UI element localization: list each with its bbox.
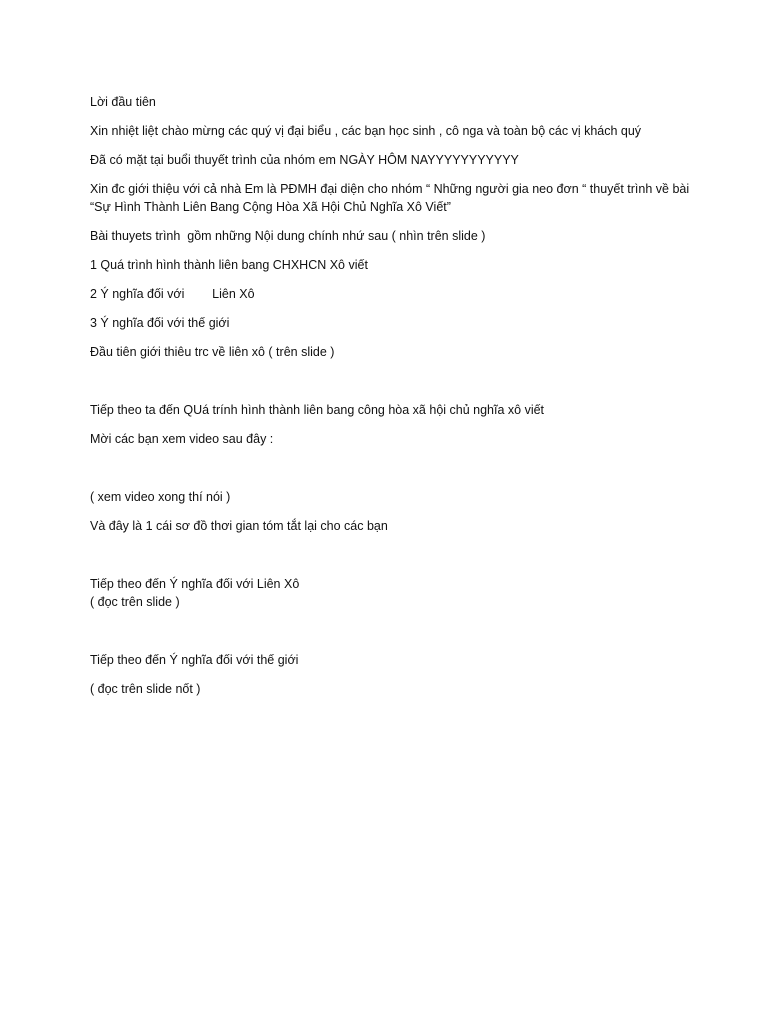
empty-line [90,372,690,390]
paragraph-welcome: Xin nhiệt liệt chào mừng các quý vị đại biểu , các bạn học sinh , cô nga và toàn bộ các vị khách quý [90,124,642,138]
paragraph-presence: Đã có mặt tại buổi thuyết trình của nhóm em NGÀY HÔM NAYYYYYYYYYYY [90,153,519,167]
empty-line [90,622,690,640]
paragraph-formation-topic: Tiếp theo ta đến QUá trính hình thành liên bang công hòa xã hội chủ nghĩa xô viết [90,403,545,417]
paragraph-outline-item-1: 1 Quá trình hình thành liên bang CHXHCN Xô viết [90,258,368,272]
empty-line [90,546,690,564]
paragraph-timeline: Và đây là 1 cái sơ đồ thơi gian tóm tắt lại cho các bạn [90,519,388,533]
paragraph-opening: Lời đầu tiên [90,95,156,109]
document-body [90,93,693,709]
paragraph-read-slide: ( đọc trên slide ) [90,595,180,609]
paragraph-world-significance: Tiếp theo đến Ý nghĩa đối với thế giới [90,653,299,667]
paragraph-outline-intro: Bài thuyets trình gồm những Nội dung chính nhứ sau ( nhìn trên slide ) [90,229,486,243]
paragraph-outline-item-2: 2 Ý nghĩa đối với Liên Xô [90,287,255,301]
empty-line [90,459,690,477]
paragraph-outline-item-3: 3 Ý nghĩa đối với thế giới [90,316,230,330]
paragraph-video-invite: Mời các bạn xem video sau đây : [90,432,274,446]
paragraph-introduction: Xin đc giới thiệu với cả nhà Em là PĐMH đại diện cho nhóm “ Những người gia neo đơn “ thuyết trình về bài “Sự Hình Thành Liên Bang Cộng Hòa Xã Hội Chủ Nghĩa Xô Viết” [90,182,693,214]
paragraph-read-slide-rest: ( đọc trên slide nốt ) [90,682,201,696]
paragraph-first-topic: Đầu tiên giới thiêu trc về liên xô ( trên slide ) [90,345,335,359]
paragraph-ussr-significance: Tiếp theo đến Ý nghĩa đối với Liên Xô [90,577,300,591]
paragraph-after-video: ( xem video xong thí nói ) [90,490,231,504]
